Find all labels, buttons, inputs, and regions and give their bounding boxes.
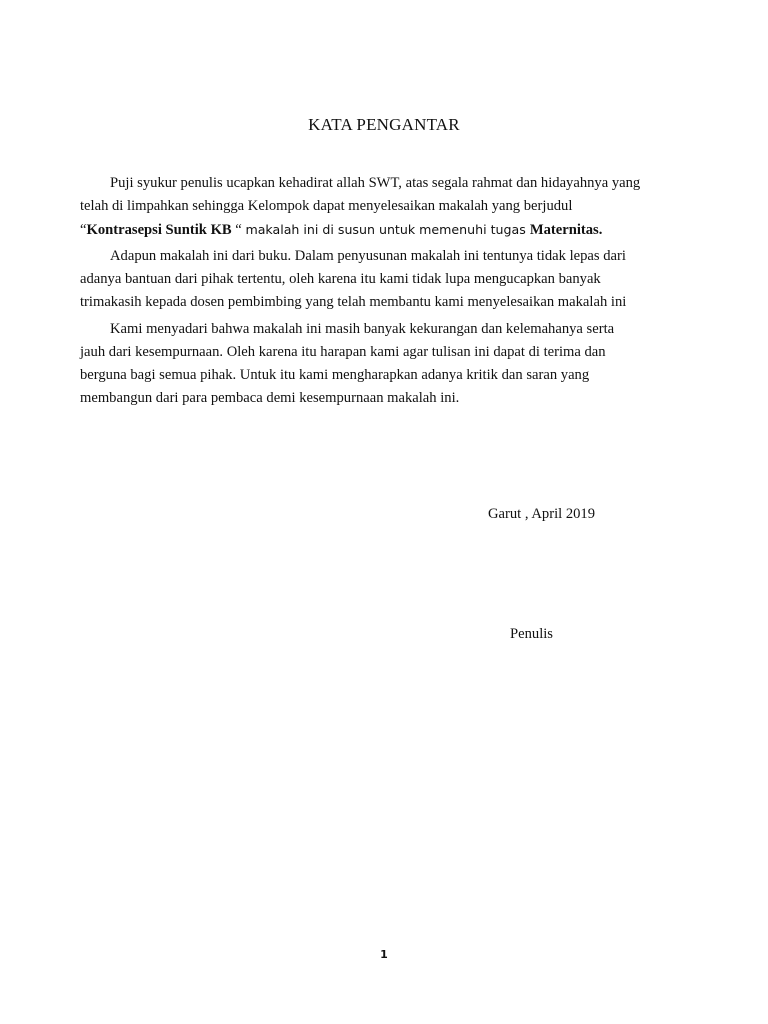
paragraph1-line2: telah di limpahkan sehingga Kelompok dapat menyelesaikan makalah yang berjudul (80, 198, 573, 214)
close-quote: “ (231, 222, 246, 238)
paragraph2-line3: trimakasih kepada dosen pembimbing yang telah membantu kami menyelesaikan makalah ini (80, 294, 627, 310)
author-signature: Penulis (510, 626, 553, 642)
paragraph3-line4: membangun dari para pembaca demi kesempurnaan makalah ini. (80, 390, 460, 406)
paragraph1-line1: Puji syukur penulis ucapkan kehadirat allah SWT, atas segala rahmat dan hidayahnya yang (110, 175, 641, 191)
paragraph3-line1: Kami menyadari bahwa makalah ini masih banyak kekurangan dan kelemahanya serta (110, 321, 615, 337)
paper-title-text: Kontrasepsi Suntik KB (86, 222, 232, 238)
paragraph1-purpose-text: makalah ini di susun untuk memenuhi tugas (245, 222, 530, 237)
place-date: Garut , April 2019 (488, 506, 596, 522)
paragraph2-line2: adanya bantuan dari pihak tertentu, oleh karena itu kami tidak lupa mengucapkan banyak (80, 271, 601, 287)
paragraph3-line2: jauh dari kesempurnaan. Oleh karena itu harapan kami agar tulisan ini dapat di terima dan (80, 344, 606, 360)
paragraph-gratitude (80, 172, 690, 242)
paragraph3-line3: berguna bagi semua pihak. Untuk itu kami mengharapkan adanya kritik dan saran yang (80, 367, 590, 383)
subject-name-text: Maternitas. (529, 222, 603, 238)
paragraph2-line1: Adapun makalah ini dari buku. Dalam penyusunan makalah ini tentunya tidak lepas dari (110, 248, 626, 264)
page-title: KATA PENGANTAR (308, 115, 460, 134)
paragraph-acknowledgement (80, 245, 690, 314)
open-quote: “ (80, 222, 87, 238)
paragraph-closing (80, 318, 690, 410)
page-number: 1 (380, 948, 388, 961)
